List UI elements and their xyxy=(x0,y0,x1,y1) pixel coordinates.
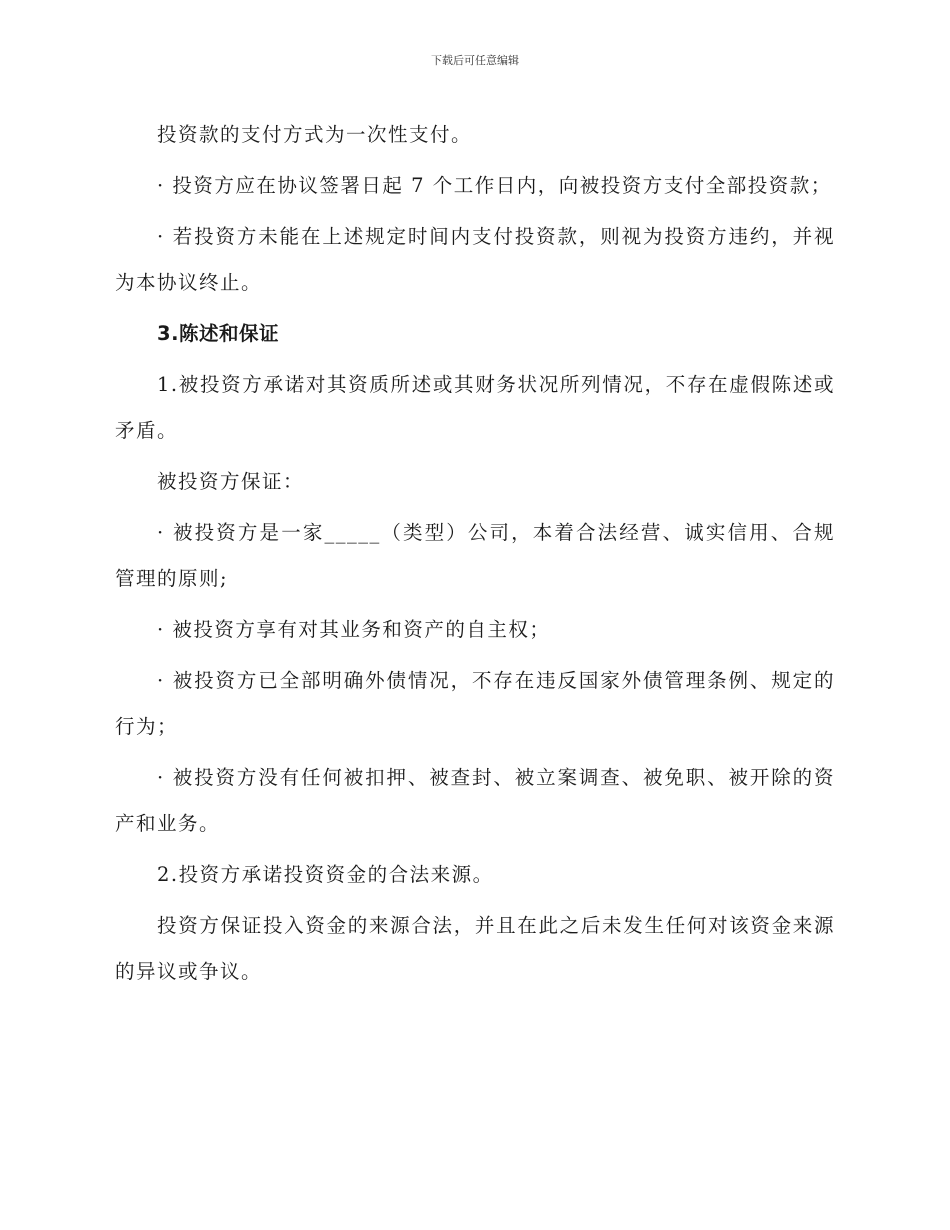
payment-default-item: · 若投资方未能在上述规定时间内支付投资款，则视为投资方违约，并视为本协议终止。 xyxy=(115,225,835,294)
payment-deadline-item: · 投资方应在协议签署日起 7 个工作日内，向被投资方支付全部投资款； xyxy=(157,174,832,197)
investor-guarantee-paragraph: 投资方保证投入资金的来源合法，并且在此之后未发生任何对该资金来源的异议或争议。 xyxy=(115,914,835,983)
page-header: 下载后可任意编辑 xyxy=(431,54,519,67)
section-heading: 3.陈述和保证 xyxy=(157,322,279,345)
investor-commitment-paragraph: 2.投资方承诺投资资金的合法来源。 xyxy=(157,863,494,886)
guarantee-item-company-type: · 被投资方是一家_____（类型）公司，本着合法经营、诚实信用、合规管理的原则; xyxy=(115,521,835,590)
guarantee-item-autonomy: · 被投资方享有对其业务和资产的自主权； xyxy=(157,618,551,641)
investee-guarantee-intro: 被投资方保证： xyxy=(157,470,305,493)
investee-commitment-paragraph: 1.被投资方承诺对其资质所述或其财务状况所列情况，不存在虚假陈述或矛盾。 xyxy=(115,373,835,442)
guarantee-item-no-seizure: · 被投资方没有任何被扣押、被查封、被立案调查、被免职、被开除的资产和业务。 xyxy=(115,766,835,835)
guarantee-item-foreign-debt: · 被投资方已全部明确外债情况，不存在违反国家外债管理条例、规定的行为； xyxy=(115,669,835,738)
document-body xyxy=(115,112,835,1000)
payment-method-paragraph: 投资款的支付方式为一次性支付。 xyxy=(157,123,473,146)
